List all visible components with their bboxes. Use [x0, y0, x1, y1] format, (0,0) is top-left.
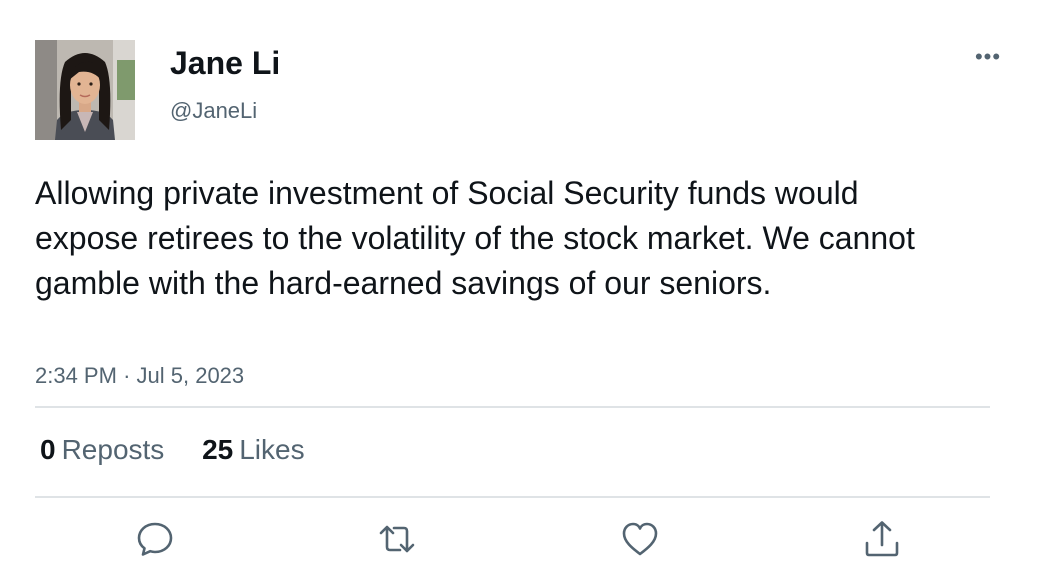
tweet-timestamp[interactable] [35, 362, 244, 390]
likes-stat[interactable] [202, 433, 305, 467]
speech-bubble-icon [135, 519, 175, 559]
share-upload-icon [862, 519, 902, 559]
meta-separator: · [123, 363, 131, 388]
more-options-icon[interactable]: ••• [974, 44, 1002, 69]
tweet-time: 2:34 PM [35, 363, 117, 388]
tweet-text: Allowing private investment of Social Security funds would expose retirees to the volatility of the stock market. We cannot gamble with the hard-earned savings of our seniors. [35, 175, 915, 301]
author-handle[interactable]: @JaneLi [170, 98, 258, 123]
divider-top [35, 406, 990, 408]
repost-arrows-icon [377, 519, 417, 559]
repost-button[interactable] [377, 519, 417, 559]
author-name[interactable]: Jane Li [170, 45, 281, 81]
avatar[interactable] [35, 40, 135, 140]
reposts-stat[interactable] [40, 433, 164, 467]
profile-photo-icon [35, 40, 135, 140]
engagement-stats [40, 433, 305, 467]
reposts-label: Reposts [61, 434, 165, 465]
tweet-date: Jul 5, 2023 [136, 363, 245, 388]
heart-icon [620, 519, 660, 559]
share-button[interactable] [862, 519, 902, 559]
reposts-count: 0 [40, 434, 56, 465]
divider-bottom [35, 496, 990, 498]
likes-label: Likes [239, 434, 305, 465]
reply-button[interactable] [135, 519, 175, 559]
likes-count: 25 [202, 434, 234, 465]
like-button[interactable] [620, 519, 660, 559]
